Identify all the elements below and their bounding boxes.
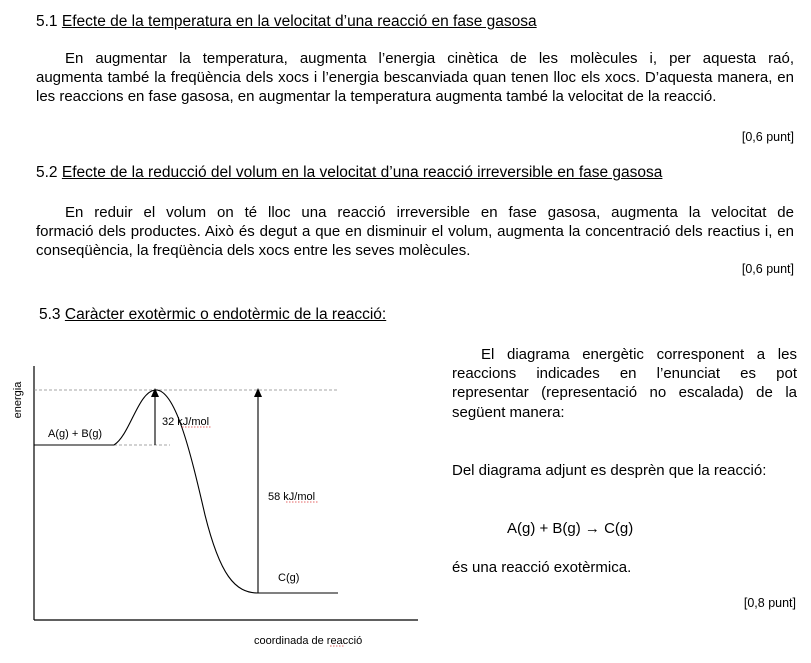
conclusion-intro: Del diagrama adjunt es desprèn que la reacció: — [452, 462, 767, 479]
conclusion-text: és una reacció exotèrmica. — [452, 559, 632, 576]
product-label: C(g) — [278, 572, 300, 584]
paragraph-rest: formació dels productes. Això és degut a que en disminuir el volum, augmenta la concentració dels reactius i, en conseqüència, la freqüència dels xocs entre les seves molècules. — [36, 223, 794, 260]
section-5-2-paragraph — [36, 203, 794, 261]
section-title: Caràcter exotèrmic o endotèrmic de la reacció: — [64, 306, 387, 323]
section-5-1-heading — [36, 13, 537, 31]
paragraph-rest: augmenta també la freqüència dels xocs i l’energia bescanviada quan tenen lloc els xocs. D’aquesta manera, en les reaccions en fase gasosa, en augmentar la temperatura augmenta també la velocitat de la reacció. — [36, 69, 794, 106]
x-axis-label: coordinada de reacció — [254, 635, 363, 647]
section-number: 5.3 — [39, 306, 61, 323]
reactants-label: A(g) + B(g) — [48, 428, 103, 440]
score-5-2: [0,6 punt] — [741, 262, 794, 276]
energy-diagram — [0, 330, 440, 663]
enthalpy-arrow-head — [254, 388, 262, 397]
activation-energy-label: 32 kJ/mol — [162, 416, 210, 428]
section-5-3-heading — [39, 306, 386, 324]
enthalpy-label: 58 kJ/mol — [268, 491, 316, 503]
y-axis-label: energia — [12, 381, 24, 419]
section-title: Efecte de la reducció del volum en la velocitat d’una reacció irreversible en fase gasosa — [61, 164, 663, 181]
activation-arrow-head — [151, 388, 159, 397]
score-5-1: [0,6 punt] — [741, 130, 794, 144]
section-5-1-paragraph — [36, 49, 794, 107]
score-5-3: [0,8 punt] — [743, 596, 796, 610]
diagram-description — [452, 345, 797, 422]
section-5-2-heading — [36, 164, 662, 182]
description-rest: reaccions indicades en l’enunciat es pot representar (representació no escalada) de la següent manera: — [452, 365, 797, 421]
section-title: Efecte de la temperatura en la velocitat d’una reacció en fase gasosa — [61, 13, 537, 30]
section-number: 5.2 — [36, 164, 58, 181]
reaction-equation: A(g) + B(g) → C(g) — [507, 520, 634, 537]
section-number: 5.1 — [36, 13, 58, 30]
description-first-line: El diagrama energètic corresponent a les — [481, 346, 797, 363]
paragraph-first-line: En reduir el volum on té lloc una reacció irreversible en fase gasosa, augmenta la velocitat de — [65, 204, 794, 221]
paragraph-first-line: En augmentar la temperatura, augmenta l’energia cinètica de les molècules i, per aquesta raó, — [65, 50, 794, 67]
